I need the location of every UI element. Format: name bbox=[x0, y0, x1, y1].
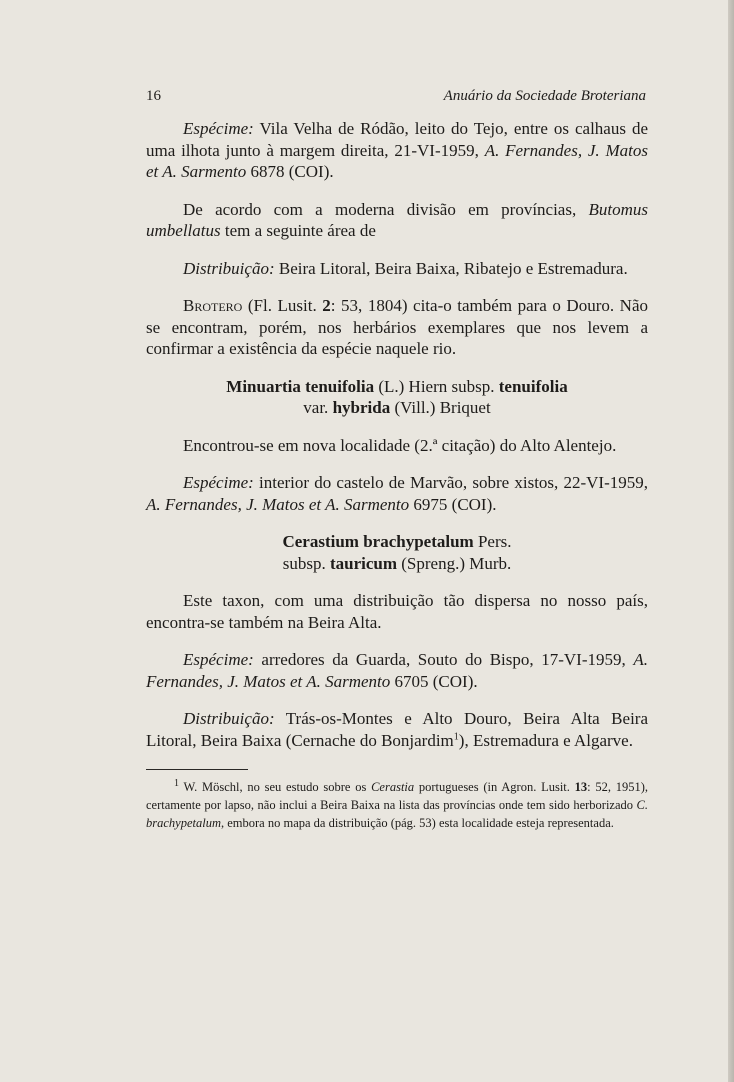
footnote-text: : 52, 1951), certamente por lapso, não inclui a Beira Baixa na lista das províncias onde tem sido herborizado bbox=[146, 780, 649, 812]
brotero-paragraph bbox=[146, 295, 648, 360]
specimen-paragraph-2 bbox=[146, 472, 648, 515]
taxon-heading-minuartia bbox=[146, 376, 648, 419]
specimen-number: 6705 (COI). bbox=[390, 671, 478, 691]
collectors: A. Fernandes, J. Matos et A. Sarmento bbox=[146, 140, 648, 181]
taxon-author: Pers. bbox=[473, 532, 512, 551]
taxon-heading-cerastium bbox=[146, 531, 648, 574]
collectors: A. Fernandes, J. Matos et A. Sarmento bbox=[146, 650, 648, 691]
taxon-variety: hybrida bbox=[332, 398, 391, 417]
paragraph-text: (Fl. Lusit. bbox=[242, 296, 323, 315]
footnote-reference: 1 bbox=[453, 730, 459, 742]
distribution-text: Beira Litoral, Beira Baixa, Ribatejo e Estremadura. bbox=[274, 258, 628, 278]
distribution-paragraph-2 bbox=[146, 708, 648, 751]
footnote-genus: Cerastia bbox=[371, 780, 415, 794]
variety-label: var. bbox=[303, 398, 333, 417]
taxon-genus: Cerastium brachypetalum bbox=[282, 532, 474, 551]
specimen-number: 6975 (COI). bbox=[409, 494, 497, 514]
distribution-label: Distribuição: bbox=[183, 709, 275, 728]
footnote-divider bbox=[146, 769, 248, 770]
specimen-text: interior do castelo de Marvão, sobre xistos, 22-VI-1959, bbox=[253, 473, 648, 492]
specimen-label: Espécime: bbox=[183, 119, 254, 138]
specimen-text: Vila Velha de Ródão, leito do Tejo, entre os calhaus de uma ilhota junto à margem direita, 21-VI-1959, bbox=[146, 119, 648, 160]
distribution-label: Distribuição: bbox=[183, 258, 275, 278]
author-name: Brotero bbox=[183, 296, 243, 315]
taxon-author: (Vill.) Briquet bbox=[390, 398, 491, 417]
specimen-text: arredores da Guarda, Souto do Bispo, 17-VI-1959, bbox=[253, 650, 634, 669]
footnote bbox=[146, 778, 648, 832]
running-header bbox=[146, 88, 646, 110]
footnote-volume: 13 bbox=[574, 780, 588, 794]
specimen-paragraph-3 bbox=[146, 649, 648, 692]
volume-number: 2 bbox=[322, 296, 331, 315]
paragraph-text: De acordo com a moderna divisão em províncias, bbox=[183, 199, 589, 219]
distribution-paragraph-1 bbox=[146, 258, 648, 280]
footnote-text: W. Möschl, no seu estudo sobre os bbox=[179, 780, 372, 794]
paragraph-text: tem a seguinte área de bbox=[220, 221, 376, 240]
specimen-label: Espécime: bbox=[183, 473, 254, 492]
division-paragraph bbox=[146, 199, 648, 242]
taxon-author: (Spreng.) Murb. bbox=[397, 553, 512, 573]
page-number: 16 bbox=[146, 88, 161, 104]
footnote-text: portugueses (in Agron. Lusit. bbox=[414, 780, 575, 794]
journal-title: Anuário da Sociedade Broteriana bbox=[443, 88, 646, 104]
footnote-species: C. brachypetalum bbox=[146, 798, 648, 830]
page-edge bbox=[728, 0, 734, 1082]
taxon-author: (L.) Hiern subsp. bbox=[374, 376, 499, 396]
footnote-text: , embora no mapa da distribuição (pág. 53) esta localidade esteja representada. bbox=[220, 816, 614, 830]
taxon-subspecies: tenuifolia bbox=[498, 376, 568, 396]
footnote-mark: 1 bbox=[174, 777, 179, 789]
subspecies-label: subsp. bbox=[282, 553, 330, 573]
taxon-note-paragraph: Este taxon, com uma distribuição tão dispersa no nosso país, encontra-se também na Beira Alta. bbox=[146, 591, 648, 632]
specimen-number: 6878 (COI). bbox=[246, 162, 334, 181]
specimen-paragraph-1 bbox=[146, 118, 648, 183]
paragraph-text: : 53, 1804) cita-o também para o Douro. Não se encontram, porém, nos herbários exemplares que nos levem a confirmar a existência da espécie naquele rio. bbox=[146, 296, 648, 358]
taxon-genus: Minuartia tenuifolia bbox=[226, 376, 375, 396]
specimen-label: Espécime: bbox=[183, 650, 254, 669]
taxon-name: Butomus umbellatus bbox=[146, 199, 648, 240]
taxon-subspecies: tauricum bbox=[329, 553, 397, 573]
distribution-text: ), Estremadura e Algarve. bbox=[458, 730, 633, 750]
locality-paragraph: Encontrou-se em nova localidade (2.ª citação) do Alto Alentejo. bbox=[183, 435, 617, 455]
distribution-text: Trás-os-Montes e Alto Douro, Beira Alta Beira Litoral, Beira Baixa (Cernache do Bonjardim bbox=[146, 709, 648, 750]
page-body bbox=[146, 118, 648, 832]
collectors: A. Fernandes, J. Matos et A. Sarmento bbox=[146, 494, 410, 514]
